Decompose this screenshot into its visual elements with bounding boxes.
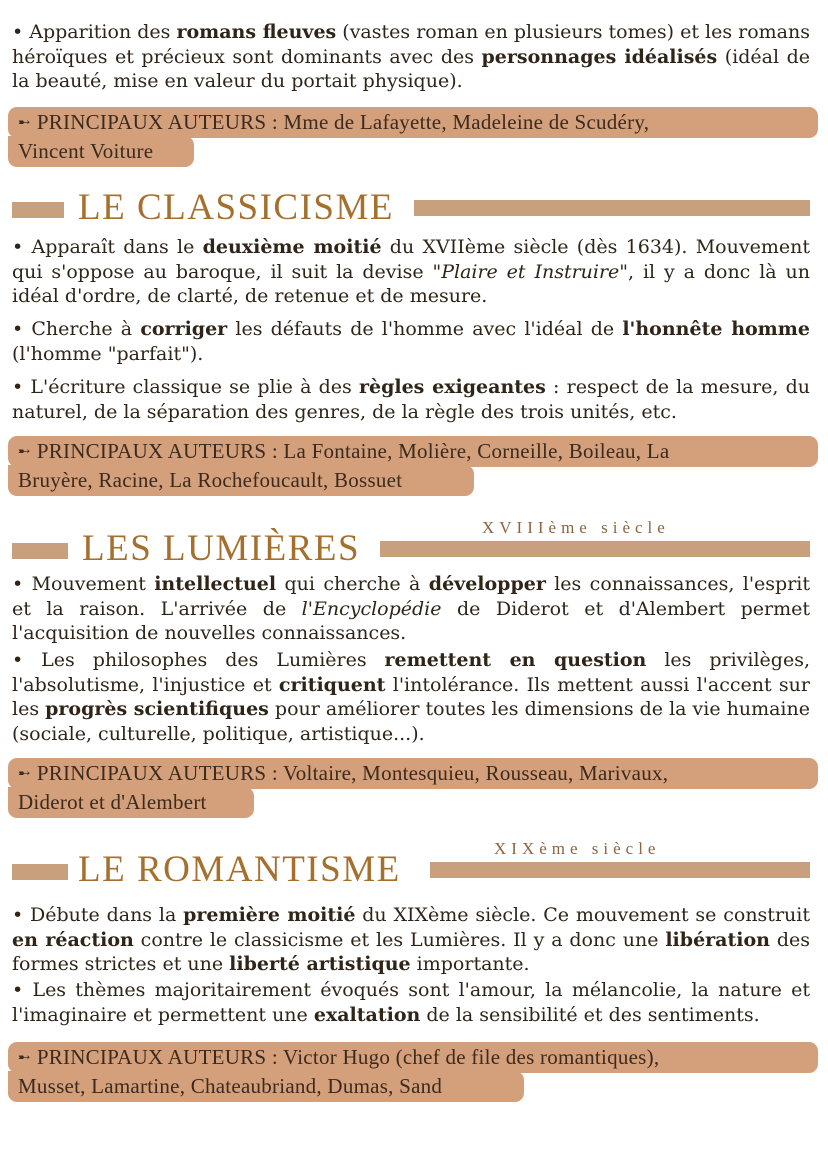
century-label: XIXème siècle [494,839,661,858]
section-header-lumieres [12,527,810,573]
arrow-icon: ➸ [18,766,31,782]
authors-line-1: ➸ PRINCIPAUX AUTEURS : Victor Hugo (chef de file des romantiques), [8,1042,818,1073]
authors-line-1: ➸ PRINCIPAUX AUTEURS : La Fontaine, Molière, Corneille, Boileau, La [8,436,818,467]
section-title: LE ROMANTISME [78,849,401,890]
baroque-paragraph-1: • Apparition des romans fleuves (vastes roman en plusieurs tomes) et les romans héroïques et précieux sont dominants avec des personnages idéalisés (idéal de la beauté, mise en valeur du portait physique). [12,21,811,92]
century-label: XVIIIème siècle [482,518,670,537]
title-bar-left [12,864,68,880]
authors-line-2: Musset, Lamartine, Chateaubriand, Dumas, Sand [8,1071,524,1102]
classicisme-paragraph-1: • Apparaît dans le deuxième moitié du XVIIème siècle (dès 1634). Mouvement qui s'oppose au baroque, il suit la devise "Plaire et Instruire", il y a donc là un idéal d'ordre, de clarté, de retenue et de mesure. [12,236,810,307]
arrow-icon: ➸ [18,115,31,131]
title-bar-right [414,200,810,216]
authors-line-1: ➸ PRINCIPAUX AUTEURS : Mme de Lafayette, Madeleine de Scudéry, [8,107,818,138]
romantisme-paragraph-1: • Débute dans la première moitié du XIXème siècle. Ce mouvement se construit en réaction contre le classicisme et les Lumières. Il y a donc une libération des formes strictes et une liberté artistique importante. [12,904,810,975]
section-title: LE CLASSICISME [78,187,395,228]
classicisme-paragraph-2: • Cherche à corriger les défauts de l'homme avec l'idéal de l'honnête homme (l'homme "parfait"). [12,318,810,365]
lumieres-paragraph-1: • Mouvement intellectuel qui cherche à développer les connaissances, l'esprit et la raison. L'arrivée de l'Encyclopédie de Diderot et d'Alembert permet l'acquisition de nouvelles connaissances. [12,573,811,644]
lumieres-authors [8,758,818,818]
section-header-romantisme [12,848,810,894]
title-bar-right [430,862,810,878]
classicisme-authors [8,436,818,496]
section-title: LES LUMIÈRES [82,528,361,569]
title-bar-left [12,202,64,218]
authors-line-2: Diderot et d'Alembert [8,787,254,818]
baroque-authors [8,107,818,167]
title-bar-right [380,541,810,557]
lumieres-paragraph-2: • Les philosophes des Lumières remettent en question les privilèges, l'absolutisme, l'injustice et critiquent l'intolérance. Ils mettent aussi l'accent sur les progrès scientifiques pour améliorer toutes les dimensions de la vie humaine (sociale, culturelle, politique, artistique...). [12,649,810,745]
romantisme-paragraph-2: • Les thèmes majoritairement évoqués sont l'amour, la mélancolie, la nature et l'imaginaire et permettent une exaltation de la sensibilité et des sentiments. [12,979,810,1026]
authors-line-2: Bruyère, Racine, La Rochefoucault, Bossuet [8,465,474,496]
arrow-icon: ➸ [18,1050,31,1066]
section-header-classicisme [12,186,810,232]
authors-line-2: Vincent Voiture [8,136,194,167]
classicisme-paragraph-3: • L'écriture classique se plie à des règles exigeantes : respect de la mesure, du naturel, de la séparation des genres, de la règle des trois unités, etc. [12,376,810,423]
arrow-icon: ➸ [18,444,31,460]
authors-line-1: ➸ PRINCIPAUX AUTEURS : Voltaire, Montesquieu, Rousseau, Marivaux, [8,758,818,789]
title-bar-left [12,543,68,559]
romantisme-authors [8,1042,818,1102]
